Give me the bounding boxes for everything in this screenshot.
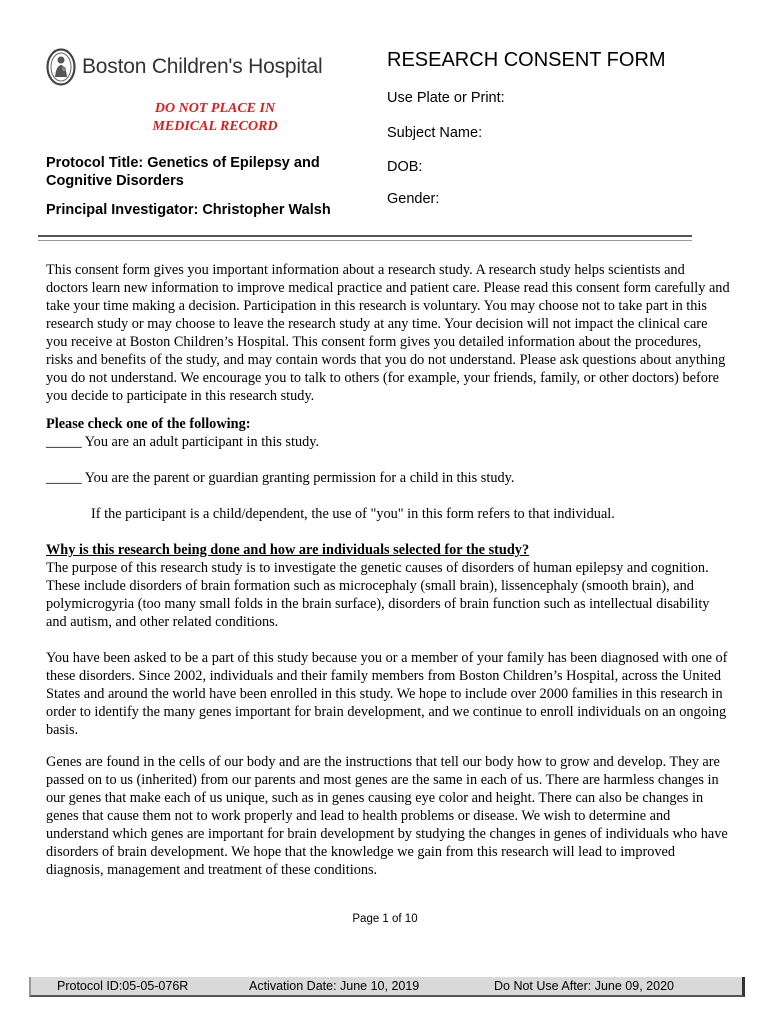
page-number: Page 1 of 10: [352, 913, 418, 925]
footer-bar: [29, 977, 745, 997]
activation-date: Activation Date: June 10, 2019: [249, 979, 420, 993]
principal-investigator: Principal Investigator: Christopher Walsh: [46, 202, 331, 218]
protocol-title: Protocol Title: Genetics of Epilepsy and Cognitive Disorders: [46, 155, 320, 189]
warning-line-1: DO NOT PLACE IN: [154, 101, 276, 116]
protocol-id: Protocol ID:05-05-076R: [57, 979, 189, 993]
genes-paragraph: Genes are found in the cells of our body and are the instructions that tell our body how to grow and develop. They are passed on to us (inherited) from our parents and most genes are the same in each of us. There are harmless changes in our genes that make each of us unique, such as in genes causing eye color and height. There can also be changes in genes that cause them not to work properly and lead to health problems or disease. We wish to determine and understand which genes are important for brain development by studying the changes in genes of individuals who have disorders of brain development. We hope that the knowledge we gain from this research will lead to improved diagnosis, management and treatment of these conditions.: [46, 754, 728, 878]
hospital-name: Boston Children's Hospital: [82, 55, 323, 78]
hospital-logo: [46, 47, 322, 87]
header-divider: [38, 235, 692, 241]
subject-name-label: Subject Name:: [387, 125, 483, 141]
option-parent[interactable]: _____ You are the parent or guardian granting permission for a child in this study.: [46, 470, 515, 486]
do-not-place-warning: [120, 100, 310, 136]
asked-paragraph: You have been asked to be a part of this study because you or a member of your family has been diagnosed with one of these disorders. Since 2002, individuals and their family members from Boston Children’s Hospital, across the United States and around the world have been enrolled in this study. We hope to include over 2000 families in this research in order to identify the many genes important for brain development, and we continue to enroll individuals on an ongoing basis.: [46, 650, 728, 738]
check-heading: Please check one of the following:: [46, 416, 251, 432]
do-not-use-after: Do Not Use After: June 09, 2020: [494, 979, 674, 993]
dependent-note: If the participant is a child/dependent, the use of "you" in this form refers to that individual.: [91, 506, 615, 522]
form-title: RESEARCH CONSENT FORM: [387, 49, 666, 71]
use-plate-label: Use Plate or Print:: [387, 90, 505, 106]
hospital-seal-icon: [46, 48, 76, 86]
intro-paragraph: This consent form gives you important information about a research study. A research study helps scientists and doctors learn new information to improve medical practice and patient care. Please read this consent form carefully and take your time making a decision. Participation in this research is voluntary. You may choose not to take part in this research study or may choose to leave the research study at any time. Your decision will not impact the clinical care you receive at Boston Children’s Hospital. This consent form gives you detailed information about the procedures, risks and benefits of the study, and may contain words that you do not understand. Please ask questions about anything you do not understand. We encourage you to talk to others (for example, your friends, family, or other doctors) before you decide to participate in this research study.: [46, 262, 730, 404]
purpose-paragraph: The purpose of this research study is to investigate the genetic causes of disorders of human epilepsy and cognition. These include disorders of brain formation such as microcephaly (small brain), lissencephaly (smooth brain), and polymicrogyria (too many small folds in the brain surface), disorders of brain function such as intellectual disability and autism, and other related conditions.: [46, 560, 710, 630]
dob-label: DOB:: [387, 159, 423, 175]
gender-label: Gender:: [387, 191, 440, 207]
why-heading: Why is this research being done and how are individuals selected for the study?: [46, 542, 530, 558]
warning-line-2: MEDICAL RECORD: [152, 119, 278, 134]
option-adult[interactable]: _____ You are an adult participant in this study.: [46, 434, 320, 450]
